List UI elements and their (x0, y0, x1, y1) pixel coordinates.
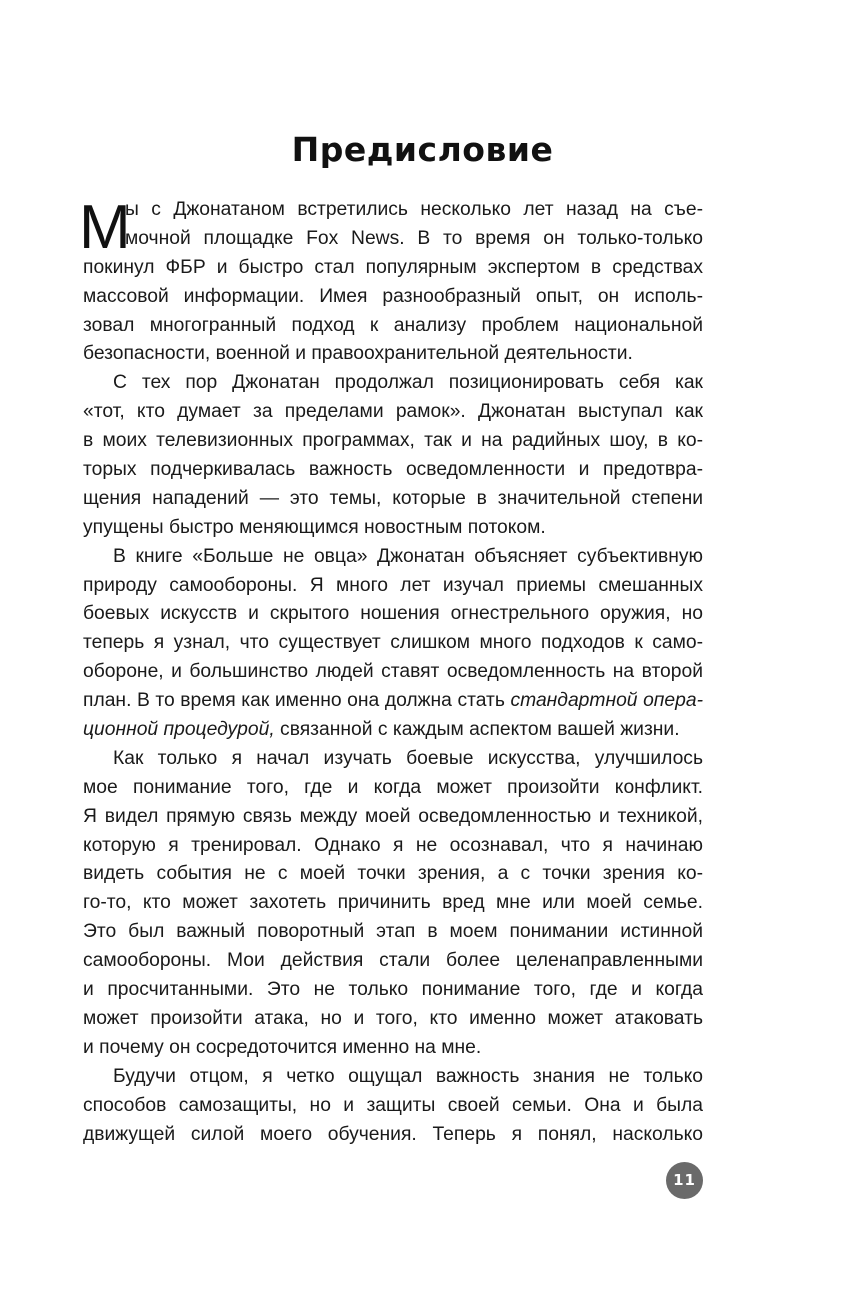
text-line: Как только я начал изучать боевые искусства, улучшилось (113, 747, 703, 769)
paragraph-2 (83, 369, 703, 542)
text-line: теперь я узнал, что существует слишком много подходов к само- (83, 632, 703, 654)
text-line: которую я тренировал. Однако я не осознавал, что я начинаю (83, 834, 703, 856)
page-title: Предисловие (291, 130, 554, 169)
paragraph-3 (83, 543, 703, 745)
text-line: боевых искусств и скрытого ношения огнестрельного оружия, но (83, 603, 703, 625)
text-line: Это был важный поворотный этап в моем понимании истинной (83, 921, 703, 943)
text-line: «тот, кто думает за пределами рамок». Джонатан выступал как (83, 401, 703, 423)
text-line: торых подчеркивалась важность осведомленности и предотвра- (83, 459, 703, 481)
paragraph-4 (83, 745, 703, 1063)
text-line: мое понимание того, где и когда может произойти конфликт. (83, 776, 703, 798)
text-line: С тех пор Джонатан продолжал позиционировать себя как (113, 372, 703, 394)
italic-term: ционной процедурой, (83, 719, 275, 741)
text-line: обороне, и большинство людей ставят осведомленность на второй (83, 661, 703, 683)
paragraph-5 (83, 1063, 703, 1150)
text-segment: связанной с каждым аспектом вашей жизни. (274, 719, 680, 741)
italic-term: стандартной опера- (510, 690, 703, 712)
text-line: зовал многогранный подход к анализу проблем национальной (83, 314, 703, 336)
text-line: го-то, кто может захотеть причинить вред мне или моей семье. (83, 892, 703, 914)
drop-cap: М (79, 193, 131, 262)
text-line: и почему он сосредоточится именно на мне. (83, 1036, 482, 1058)
text-line: может произойти атака, но и того, кто именно может атаковать (83, 1007, 703, 1029)
text-line: мочной площадке Fox News. В то время он только-только (125, 227, 703, 249)
text-line: самообороны. Мои действия стали более целенаправленными (83, 950, 703, 972)
text-line: и просчитанными. Это не только понимание того, где и когда (83, 979, 703, 1001)
text-segment: план. В то время как именно она должна стать (83, 690, 511, 712)
body-text (79, 193, 703, 1149)
page-number-badge: 11 (666, 1162, 703, 1199)
text-line: ы с Джонатаном встретились несколько лет назад на съе- (125, 199, 703, 220)
paragraph-1 (79, 193, 703, 369)
text-line: безопасности, военной и правоохранительной деятельности. (83, 343, 633, 365)
text-line: покинул ФБР и быстро стал популярным экспертом в средствах (83, 256, 703, 278)
text-line: упущены быстро меняющимся новостным потоком. (83, 516, 546, 538)
text-line: движущей силой моего обучения. Теперь я понял, насколько (83, 1123, 703, 1145)
text-line: щения нападений — это темы, которые в значительной степени (83, 487, 703, 509)
text-line (83, 716, 703, 745)
text-line: природу самообороны. Я много лет изучал приемы смешанных (83, 574, 703, 596)
text-line: В книге «Больше не овца» Джонатан объясняет субъективную (113, 545, 703, 567)
text-line: видеть события не с моей точки зрения, а с точки зрения ко- (83, 863, 703, 885)
text-line: способов самозащиты, но и защиты своей семьи. Она и была (83, 1094, 703, 1116)
text-line (83, 687, 703, 716)
text-line: массовой информации. Имея разнообразный опыт, он исполь- (83, 285, 703, 307)
text-line: в моих телевизионных программах, так и на радийных шоу, в ко- (83, 430, 703, 452)
text-line: Я видел прямую связь между моей осведомленностью и техникой, (83, 805, 703, 827)
text-line: Будучи отцом, я четко ощущал важность знания не только (113, 1065, 703, 1087)
